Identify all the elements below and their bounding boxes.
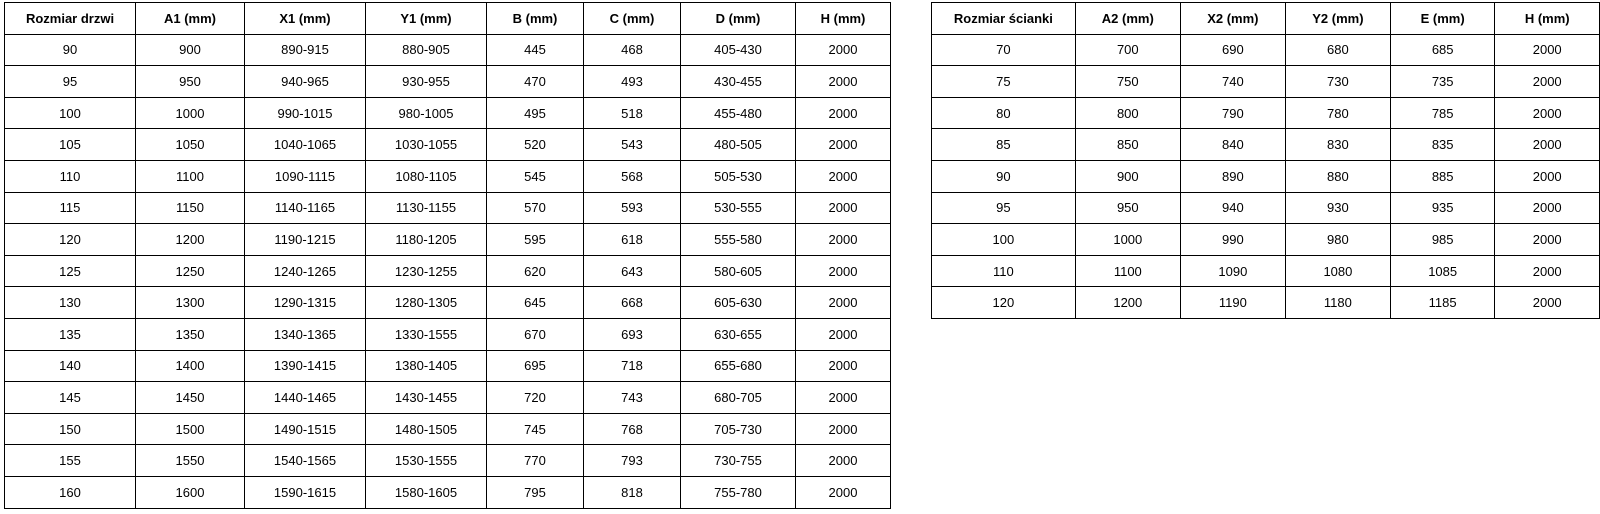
- table-cell: 695: [487, 350, 584, 382]
- walls-dimensions-table-container: [931, 2, 1600, 319]
- table-cell: 1090-1115: [245, 160, 366, 192]
- table-cell: 880-905: [366, 34, 487, 66]
- table-cell: 1000: [136, 97, 245, 129]
- table-cell: 740: [1180, 66, 1285, 98]
- table-cell: 1280-1305: [366, 287, 487, 319]
- table-cell: 1440-1465: [245, 382, 366, 414]
- table-cell: 940: [1180, 192, 1285, 224]
- table-row: [932, 160, 1600, 192]
- table-cell: 110: [932, 255, 1076, 287]
- table-cell: 1380-1405: [366, 350, 487, 382]
- table-cell: 430-455: [681, 66, 796, 98]
- table-cell: 140: [5, 350, 136, 382]
- column-header-a2: A2 (mm): [1075, 3, 1180, 35]
- table-cell: 680-705: [681, 382, 796, 414]
- table-cell: 455-480: [681, 97, 796, 129]
- table-cell: 1290-1315: [245, 287, 366, 319]
- table-cell: 790: [1180, 97, 1285, 129]
- doors-dimensions-table-container: [4, 2, 891, 509]
- table-cell: 743: [584, 382, 681, 414]
- table-cell: 1480-1505: [366, 413, 487, 445]
- table-cell: 1100: [1075, 255, 1180, 287]
- table-cell: 785: [1390, 97, 1494, 129]
- table-cell: 155: [5, 445, 136, 477]
- table-cell: 85: [932, 129, 1076, 161]
- table-cell: 700: [1075, 34, 1180, 66]
- table-cell: 1200: [1075, 287, 1180, 319]
- table-cell: 745: [487, 413, 584, 445]
- table-cell: 1580-1605: [366, 476, 487, 508]
- table-cell: 1100: [136, 160, 245, 192]
- table-cell: 1350: [136, 318, 245, 350]
- table-cell: 2000: [1495, 224, 1600, 256]
- table-cell: 800: [1075, 97, 1180, 129]
- table-cell: 2000: [796, 287, 891, 319]
- table-row: [5, 192, 891, 224]
- table-cell: 645: [487, 287, 584, 319]
- table-row: [5, 97, 891, 129]
- table-cell: 530-555: [681, 192, 796, 224]
- table-cell: 2000: [1495, 66, 1600, 98]
- table-row: [5, 350, 891, 382]
- table-cell: 580-605: [681, 255, 796, 287]
- table-cell: 145: [5, 382, 136, 414]
- table-cell: 685: [1390, 34, 1494, 66]
- table-cell: 850: [1075, 129, 1180, 161]
- table-cell: 835: [1390, 129, 1494, 161]
- table-cell: 840: [1180, 129, 1285, 161]
- table-cell: 2000: [1495, 34, 1600, 66]
- table-cell: 2000: [1495, 160, 1600, 192]
- table-row: [932, 255, 1600, 287]
- table-cell: 930: [1285, 192, 1390, 224]
- walls-table-body: [932, 34, 1600, 318]
- table-cell: 1250: [136, 255, 245, 287]
- table-cell: 1200: [136, 224, 245, 256]
- table-cell: 1390-1415: [245, 350, 366, 382]
- column-header-y2: Y2 (mm): [1285, 3, 1390, 35]
- table-cell: 1500: [136, 413, 245, 445]
- table-cell: 670: [487, 318, 584, 350]
- table-cell: 120: [932, 287, 1076, 319]
- table-cell: 505-530: [681, 160, 796, 192]
- table-row: [5, 413, 891, 445]
- table-cell: 1530-1555: [366, 445, 487, 477]
- table-cell: 135: [5, 318, 136, 350]
- table-row: [932, 34, 1600, 66]
- table-cell: 900: [1075, 160, 1180, 192]
- walls-table-header: [932, 3, 1600, 35]
- table-cell: 2000: [796, 413, 891, 445]
- table-cell: 980-1005: [366, 97, 487, 129]
- doors-table-body: [5, 34, 891, 508]
- table-cell: 1300: [136, 287, 245, 319]
- table-cell: 405-430: [681, 34, 796, 66]
- column-header-a1: A1 (mm): [136, 3, 245, 35]
- table-cell: 620: [487, 255, 584, 287]
- table-cell: 885: [1390, 160, 1494, 192]
- table-cell: 495: [487, 97, 584, 129]
- table-cell: 493: [584, 66, 681, 98]
- table-cell: 518: [584, 97, 681, 129]
- table-cell: 655-680: [681, 350, 796, 382]
- table-row: [5, 318, 891, 350]
- table-cell: 1000: [1075, 224, 1180, 256]
- column-header-e: E (mm): [1390, 3, 1494, 35]
- table-cell: 680: [1285, 34, 1390, 66]
- table-cell: 630-655: [681, 318, 796, 350]
- table-cell: 480-505: [681, 129, 796, 161]
- table-cell: 1430-1455: [366, 382, 487, 414]
- table-cell: 2000: [796, 34, 891, 66]
- table-cell: 75: [932, 66, 1076, 98]
- table-header-row: [932, 3, 1600, 35]
- table-cell: 880: [1285, 160, 1390, 192]
- table-cell: 95: [5, 66, 136, 98]
- table-row: [5, 382, 891, 414]
- table-cell: 618: [584, 224, 681, 256]
- table-cell: 730-755: [681, 445, 796, 477]
- table-cell: 2000: [796, 224, 891, 256]
- table-cell: 950: [136, 66, 245, 98]
- column-header-h: H (mm): [1495, 3, 1600, 35]
- table-cell: 1450: [136, 382, 245, 414]
- table-cell: 2000: [796, 160, 891, 192]
- table-cell: 2000: [796, 350, 891, 382]
- table-cell: 990-1015: [245, 97, 366, 129]
- table-cell: 830: [1285, 129, 1390, 161]
- column-header-d: D (mm): [681, 3, 796, 35]
- column-header-y1: Y1 (mm): [366, 3, 487, 35]
- table-row: [5, 445, 891, 477]
- table-cell: 693: [584, 318, 681, 350]
- table-cell: 980: [1285, 224, 1390, 256]
- table-cell: 718: [584, 350, 681, 382]
- table-cell: 1550: [136, 445, 245, 477]
- table-cell: 2000: [796, 382, 891, 414]
- table-cell: 150: [5, 413, 136, 445]
- table-cell: 793: [584, 445, 681, 477]
- table-row: [5, 66, 891, 98]
- table-cell: 545: [487, 160, 584, 192]
- table-cell: 100: [5, 97, 136, 129]
- table-cell: 125: [5, 255, 136, 287]
- table-cell: 2000: [796, 318, 891, 350]
- table-cell: 730: [1285, 66, 1390, 98]
- table-cell: 1190-1215: [245, 224, 366, 256]
- table-cell: 100: [932, 224, 1076, 256]
- table-cell: 468: [584, 34, 681, 66]
- table-cell: 1240-1265: [245, 255, 366, 287]
- table-cell: 985: [1390, 224, 1494, 256]
- doors-dimensions-table: [4, 2, 891, 509]
- table-cell: 1330-1555: [366, 318, 487, 350]
- table-cell: 445: [487, 34, 584, 66]
- table-cell: 160: [5, 476, 136, 508]
- table-cell: 1040-1065: [245, 129, 366, 161]
- table-row: [5, 160, 891, 192]
- table-cell: 2000: [796, 255, 891, 287]
- table-row: [932, 66, 1600, 98]
- table-cell: 900: [136, 34, 245, 66]
- table-cell: 110: [5, 160, 136, 192]
- table-cell: 1185: [1390, 287, 1494, 319]
- table-cell: 950: [1075, 192, 1180, 224]
- table-cell: 2000: [796, 476, 891, 508]
- table-cell: 940-965: [245, 66, 366, 98]
- table-cell: 750: [1075, 66, 1180, 98]
- table-cell: 818: [584, 476, 681, 508]
- table-cell: 595: [487, 224, 584, 256]
- table-cell: 2000: [1495, 192, 1600, 224]
- table-row: [932, 287, 1600, 319]
- table-row: [932, 192, 1600, 224]
- column-header-b: B (mm): [487, 3, 584, 35]
- table-cell: 1140-1165: [245, 192, 366, 224]
- table-cell: 605-630: [681, 287, 796, 319]
- doors-table-header: [5, 3, 891, 35]
- table-cell: 2000: [1495, 287, 1600, 319]
- table-cell: 755-780: [681, 476, 796, 508]
- table-row: [5, 129, 891, 161]
- table-row: [932, 129, 1600, 161]
- table-cell: 1590-1615: [245, 476, 366, 508]
- table-cell: 643: [584, 255, 681, 287]
- table-cell: 930-955: [366, 66, 487, 98]
- table-cell: 768: [584, 413, 681, 445]
- table-cell: 520: [487, 129, 584, 161]
- table-cell: 795: [487, 476, 584, 508]
- table-cell: 1540-1565: [245, 445, 366, 477]
- table-cell: 2000: [1495, 255, 1600, 287]
- table-row: [5, 476, 891, 508]
- table-cell: 1050: [136, 129, 245, 161]
- table-cell: 80: [932, 97, 1076, 129]
- table-row: [5, 255, 891, 287]
- table-cell: 120: [5, 224, 136, 256]
- table-cell: 1130-1155: [366, 192, 487, 224]
- table-cell: 2000: [796, 445, 891, 477]
- table-row: [5, 34, 891, 66]
- column-header-rozmiar-scianki: Rozmiar ścianki: [932, 3, 1076, 35]
- table-cell: 720: [487, 382, 584, 414]
- table-cell: 990: [1180, 224, 1285, 256]
- table-cell: 1180-1205: [366, 224, 487, 256]
- table-cell: 95: [932, 192, 1076, 224]
- table-cell: 105: [5, 129, 136, 161]
- table-cell: 935: [1390, 192, 1494, 224]
- walls-dimensions-table: [931, 2, 1600, 319]
- table-cell: 1080: [1285, 255, 1390, 287]
- table-cell: 115: [5, 192, 136, 224]
- table-cell: 2000: [1495, 97, 1600, 129]
- table-cell: 705-730: [681, 413, 796, 445]
- table-row: [5, 287, 891, 319]
- column-header-x2: X2 (mm): [1180, 3, 1285, 35]
- table-cell: 1190: [1180, 287, 1285, 319]
- table-cell: 1600: [136, 476, 245, 508]
- table-cell: 555-580: [681, 224, 796, 256]
- table-cell: 1230-1255: [366, 255, 487, 287]
- table-cell: 1400: [136, 350, 245, 382]
- table-cell: 2000: [1495, 129, 1600, 161]
- column-header-x1: X1 (mm): [245, 3, 366, 35]
- table-cell: 470: [487, 66, 584, 98]
- table-cell: 690: [1180, 34, 1285, 66]
- table-row: [5, 224, 891, 256]
- table-cell: 70: [932, 34, 1076, 66]
- table-cell: 90: [932, 160, 1076, 192]
- table-cell: 780: [1285, 97, 1390, 129]
- table-cell: 1030-1055: [366, 129, 487, 161]
- table-row: [932, 97, 1600, 129]
- table-cell: 890-915: [245, 34, 366, 66]
- column-header-h: H (mm): [796, 3, 891, 35]
- table-cell: 2000: [796, 66, 891, 98]
- table-cell: 1080-1105: [366, 160, 487, 192]
- column-header-c: C (mm): [584, 3, 681, 35]
- table-cell: 568: [584, 160, 681, 192]
- table-cell: 570: [487, 192, 584, 224]
- table-cell: 543: [584, 129, 681, 161]
- table-header-row: [5, 3, 891, 35]
- table-row: [932, 224, 1600, 256]
- table-cell: 1490-1515: [245, 413, 366, 445]
- table-cell: 668: [584, 287, 681, 319]
- column-header-rozmiar-drzwi: Rozmiar drzwi: [5, 3, 136, 35]
- table-cell: 1180: [1285, 287, 1390, 319]
- table-cell: 735: [1390, 66, 1494, 98]
- table-cell: 593: [584, 192, 681, 224]
- table-cell: 770: [487, 445, 584, 477]
- table-cell: 1085: [1390, 255, 1494, 287]
- table-cell: 1340-1365: [245, 318, 366, 350]
- table-cell: 1090: [1180, 255, 1285, 287]
- table-cell: 2000: [796, 97, 891, 129]
- table-cell: 2000: [796, 129, 891, 161]
- table-cell: 2000: [796, 192, 891, 224]
- table-cell: 90: [5, 34, 136, 66]
- table-cell: 130: [5, 287, 136, 319]
- table-cell: 890: [1180, 160, 1285, 192]
- table-cell: 1150: [136, 192, 245, 224]
